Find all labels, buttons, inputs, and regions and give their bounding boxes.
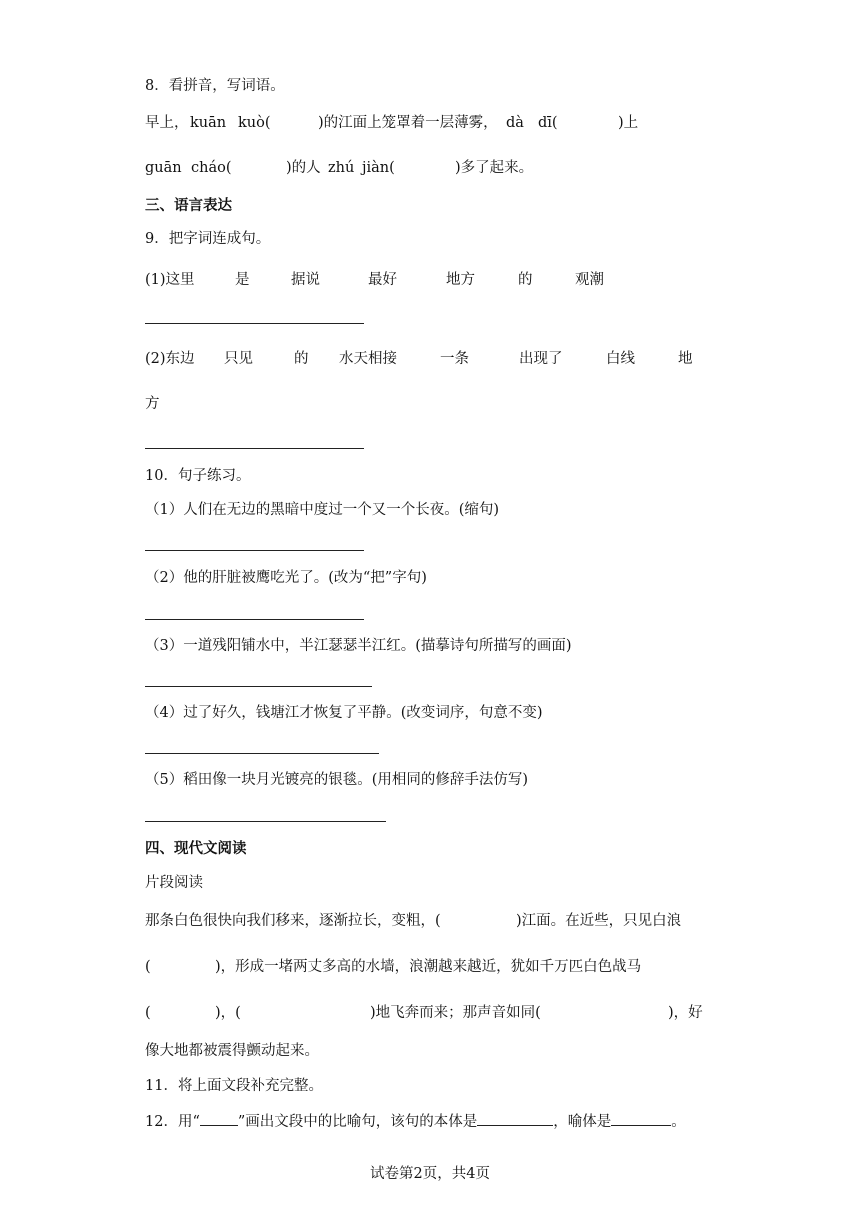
reading-text: ( xyxy=(145,1005,151,1021)
q9-s1-word: 地方 xyxy=(446,272,475,288)
q12-text: 。 xyxy=(671,1114,686,1130)
q8-pinyin-di: dī( xyxy=(538,115,558,131)
q11-title: 11．将上面文段补充完整。 xyxy=(145,1078,323,1094)
q8-l1-text-c: )上 xyxy=(618,115,639,131)
answer-line[interactable] xyxy=(145,619,364,620)
q12-blank[interactable] xyxy=(477,1111,553,1126)
q9-s1-word: 的 xyxy=(518,272,533,288)
section-3-heading: 三、语言表达 xyxy=(145,198,232,214)
reading-text: )地飞奔而来；那声音如同( xyxy=(370,1005,541,1021)
q12-blank[interactable] xyxy=(611,1111,671,1126)
q12-text: ”画出文段中的比喻句，该句的本体是 xyxy=(237,1114,478,1130)
q8-pinyin-kuan: kuān xyxy=(190,115,227,131)
answer-line[interactable] xyxy=(145,753,379,754)
reading-label: 片段阅读 xyxy=(145,875,203,891)
q8-pinyin-da: dà xyxy=(506,115,524,131)
q9-s1-word: 是 xyxy=(235,272,250,288)
q10-item: （4）过了好久，钱塘江才恢复了平静。(改变词序，句意不变) xyxy=(145,705,543,721)
q8-pinyin-zhu: zhú xyxy=(328,160,355,176)
q9-s2-word: 白线 xyxy=(606,351,635,367)
q9-s1-word: 观潮 xyxy=(575,272,604,288)
reading-text: 像大地都被震得颤动起来。 xyxy=(145,1043,319,1059)
q9-title: 9．把字词连成句。 xyxy=(145,231,271,247)
reading-text: 那条白色很快向我们移来，逐渐拉长，变粗，( xyxy=(145,913,441,929)
answer-line[interactable] xyxy=(145,821,386,822)
q8-title: 8．看拼音，写词语。 xyxy=(145,78,285,94)
answer-line[interactable] xyxy=(145,686,372,687)
answer-line[interactable] xyxy=(145,550,364,551)
q8-l1-text-a: 早上， xyxy=(145,115,189,131)
q9-s2-word: 水天相接 xyxy=(339,351,397,367)
q10-item: （1）人们在无边的黑暗中度过一个又一个长夜。(缩句) xyxy=(145,502,500,518)
q8-l2-text-b: )多了起来。 xyxy=(455,160,534,176)
page-footer: 试卷第2页，共4页 xyxy=(370,1166,490,1182)
q9-s1-word: 据说 xyxy=(291,272,320,288)
answer-line[interactable] xyxy=(145,448,364,449)
q12-text: ，喻体是 xyxy=(553,1114,612,1130)
q8-l1-text-b: )的江面上笼罩着一层薄雾， xyxy=(318,115,498,131)
q9-s2-word: 的 xyxy=(294,351,309,367)
q9-s2-word: 出现了 xyxy=(519,351,563,367)
q10-item: （2）他的肝脏被鹰吃光了。(改为“把”字句) xyxy=(145,570,427,586)
q9-s2-word: 只见 xyxy=(224,351,253,367)
q10-item: （3）一道残阳铺水中，半江瑟瑟半江红。(描摹诗句所描写的画面) xyxy=(145,638,572,654)
reading-text: ( xyxy=(145,959,151,975)
q9-s1-word: (1)这里 xyxy=(145,272,195,288)
q8-pinyin-kuo: kuò( xyxy=(238,115,271,131)
q9-s2-word: 方 xyxy=(145,396,160,412)
q10-title: 10．句子练习。 xyxy=(145,468,251,484)
q10-item: （5）稻田像一块月光镀亮的银毯。(用相同的修辞手法仿写) xyxy=(145,772,529,788)
q12-text: 12．用“ xyxy=(145,1114,200,1130)
q8-l2-text-a: )的人 xyxy=(286,160,321,176)
q9-s1-word: 最好 xyxy=(368,272,397,288)
section-4-heading: 四、现代文阅读 xyxy=(145,841,247,857)
q12-blank[interactable] xyxy=(200,1111,238,1126)
q8-pinyin-jian: jiàn( xyxy=(362,160,395,176)
reading-text: )，( xyxy=(215,1005,241,1021)
q9-s2-word: 地 xyxy=(678,351,693,367)
q8-pinyin-chao: cháo( xyxy=(191,160,232,176)
reading-text: )，形成一堵两丈多高的水墙，浪潮越来越近，犹如千万匹白色战马 xyxy=(215,959,642,975)
q9-s2-word: 一条 xyxy=(440,351,469,367)
q12-line xyxy=(145,1111,686,1132)
q8-pinyin-guan: guān xyxy=(145,160,182,176)
reading-text: )，好 xyxy=(668,1005,703,1021)
reading-text: )江面。在近些，只见白浪 xyxy=(516,913,682,929)
answer-line[interactable] xyxy=(145,323,364,324)
q9-s2-word: (2)东边 xyxy=(145,351,195,367)
